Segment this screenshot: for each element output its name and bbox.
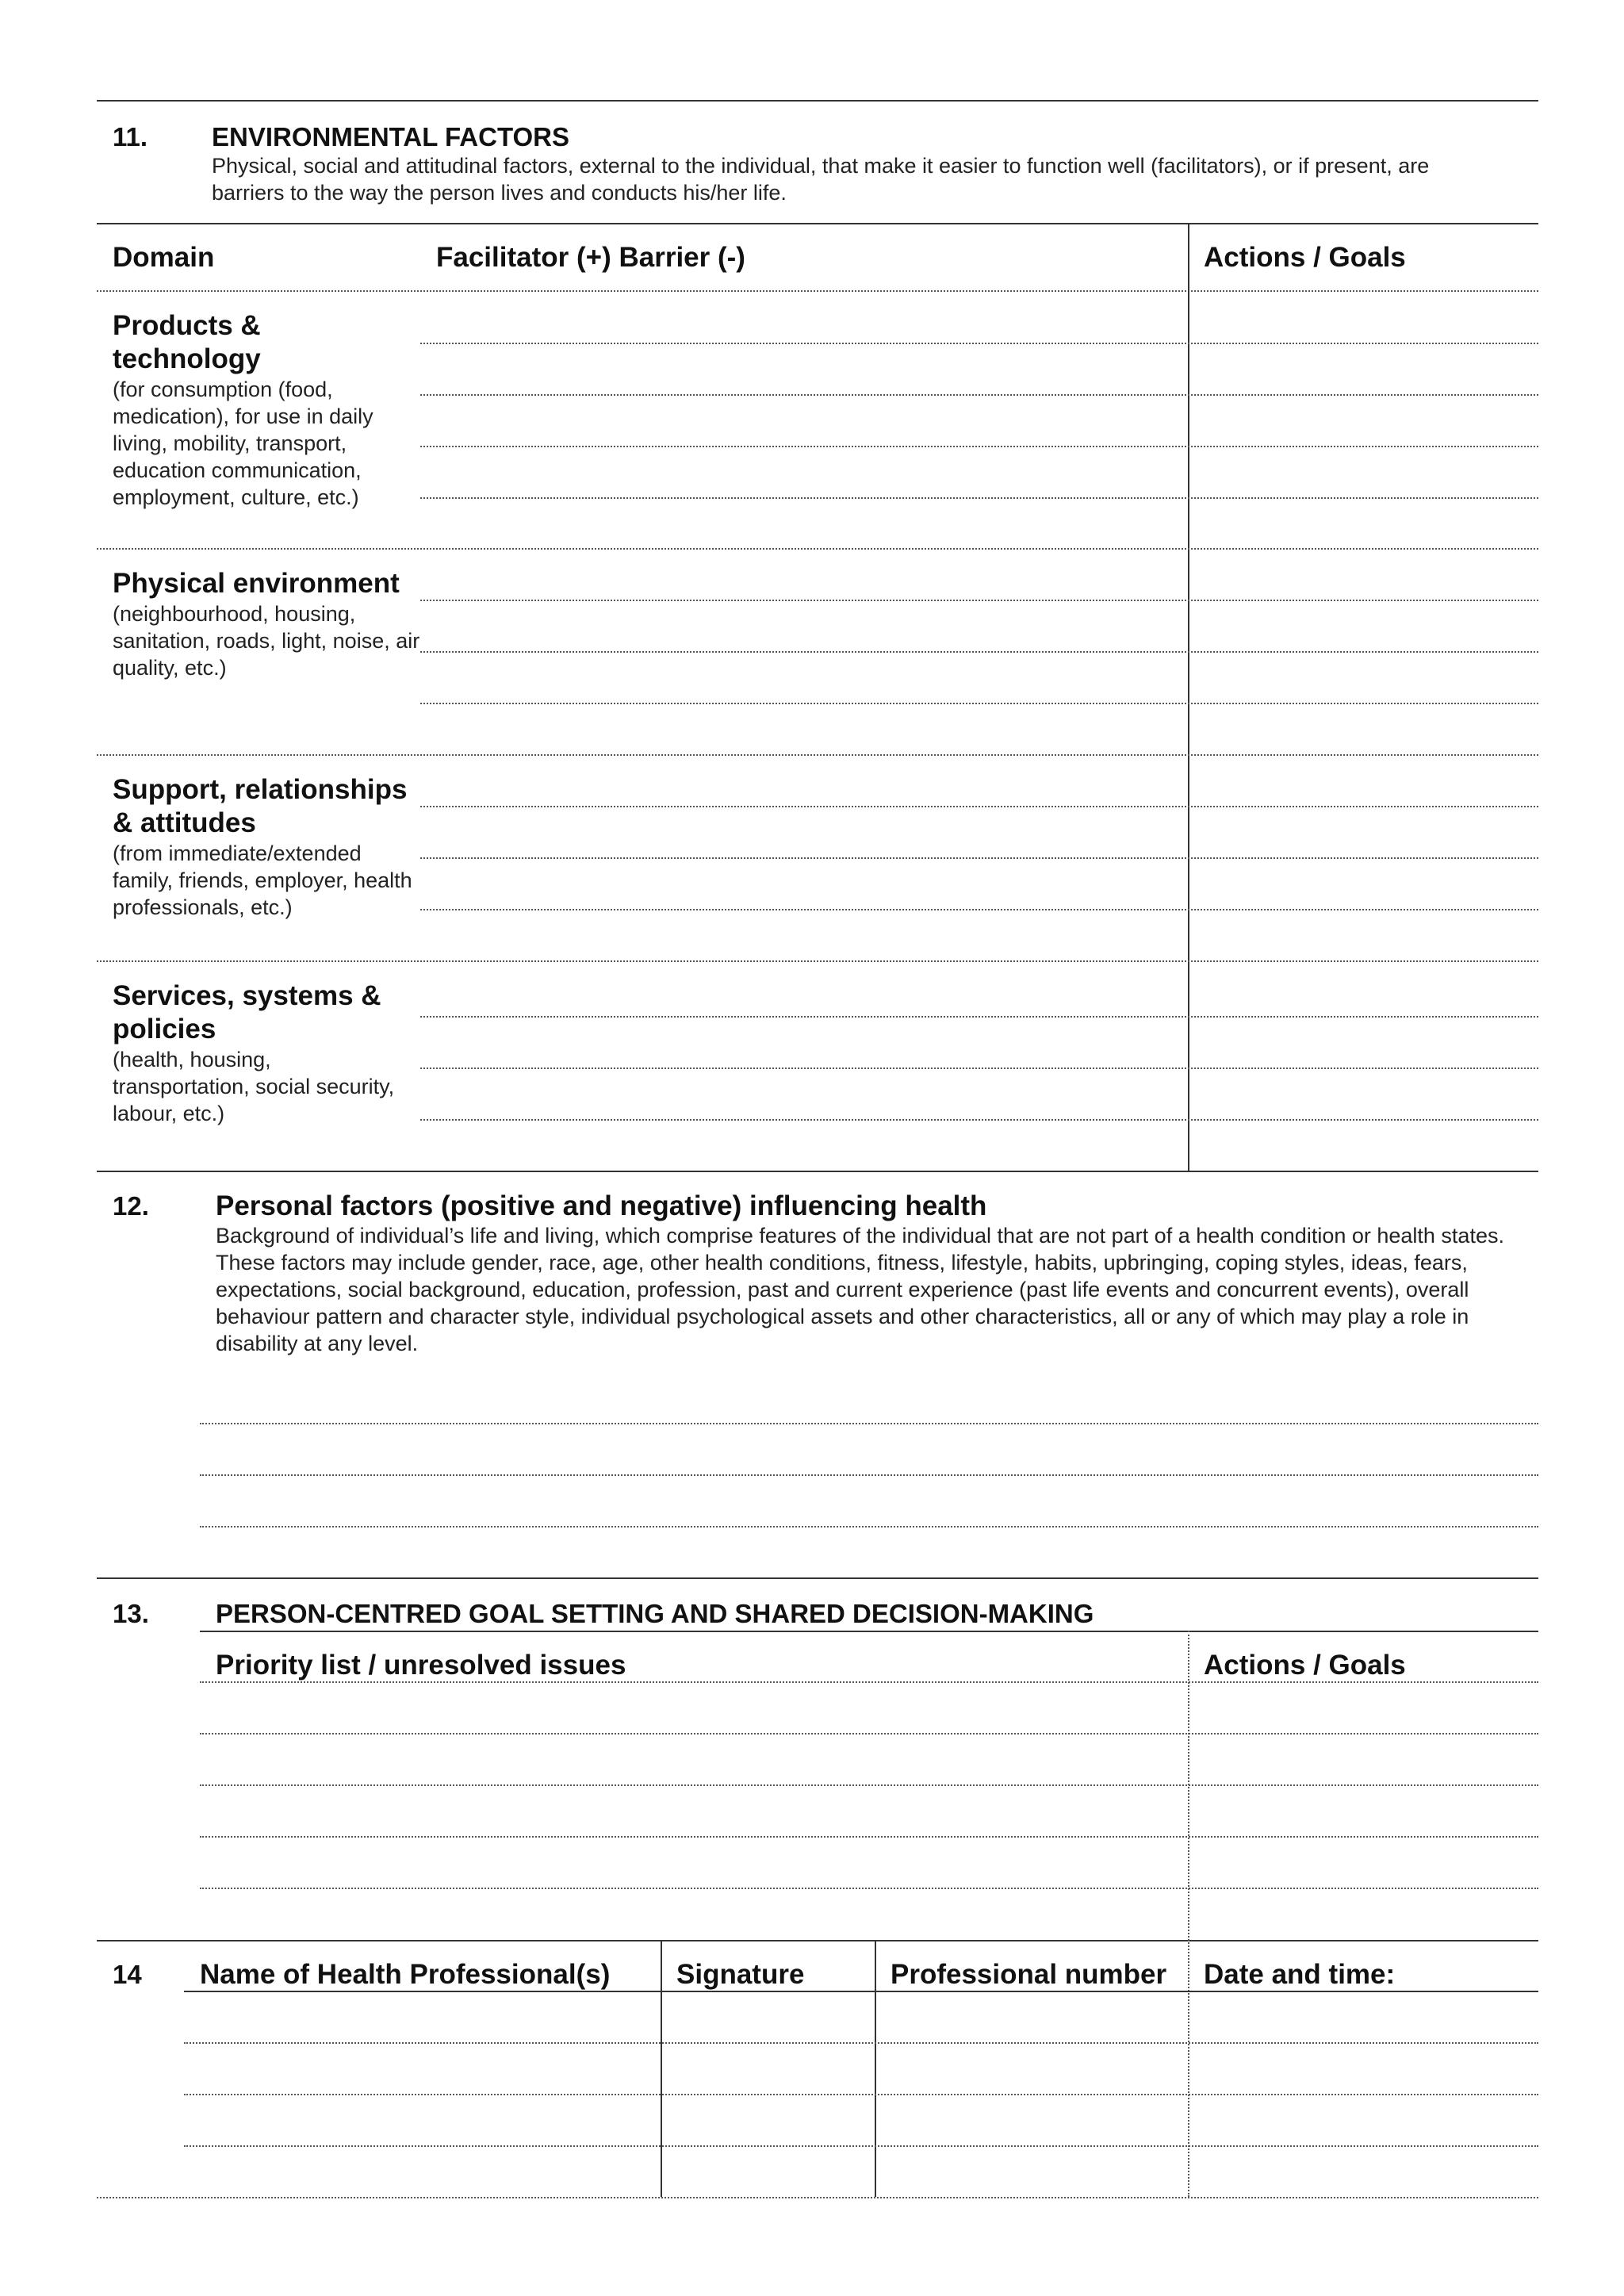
entry-line[interactable]	[184, 2094, 1538, 2095]
section-13-bottom	[97, 1940, 1538, 1941]
domain-products-technology	[113, 309, 414, 511]
section-12-description: Background of individual’s life and living, which comprise features of the individual that are not part of a health condition or health states. These factors may include gender, race, age, other health conditions, fitness, lifestyle, habits, upbringing, coping styles, ideas, fears, expectations, social background, education, profession, past and current experience (past life events and concurrent events), overall behaviour pattern and character style, individual psychological assets and other characteristics, all or any of which may play a role in disability at any level.	[216, 1224, 1504, 1355]
domain-divider	[97, 548, 1538, 550]
entry-line[interactable]	[420, 343, 1538, 344]
entry-line[interactable]	[420, 1068, 1538, 1069]
date-time-header: Date and time:	[1204, 1959, 1396, 1990]
priority-list-header: Priority list / unresolved issues	[216, 1650, 626, 1681]
section-13-title: PERSON-CENTRED GOAL SETTING AND SHARED DECISION-MAKING	[216, 1599, 1094, 1628]
entry-line[interactable]	[184, 2145, 1538, 2147]
entry-line[interactable]	[420, 1119, 1538, 1121]
domain-divider	[97, 754, 1538, 756]
entry-line[interactable]	[420, 1016, 1538, 1018]
professional-number-header: Professional number	[891, 1959, 1167, 1990]
domain-description: (for consumption (food, medication), for use in daily living, mobility, transport, education communication, employment, culture, etc.)	[113, 378, 373, 509]
header-divider	[97, 290, 1538, 292]
section-14-column-divider	[875, 1940, 876, 2197]
entry-line[interactable]	[200, 1733, 1538, 1734]
domain-description: (neighbourhood, housing, sanitation, roads, light, noise, air quality, etc.)	[113, 602, 420, 680]
entry-line[interactable]	[420, 703, 1538, 704]
entry-line[interactable]	[200, 1423, 1538, 1424]
actions-goals-header-13: Actions / Goals	[1204, 1650, 1406, 1681]
entry-line[interactable]	[420, 600, 1538, 601]
entry-line[interactable]	[420, 651, 1538, 653]
domain-title: Services, systems & policies	[113, 980, 381, 1045]
section-14-column-divider	[661, 1940, 662, 2197]
entry-line[interactable]	[420, 394, 1538, 396]
domain-title: Support, relationships & attitudes	[113, 774, 408, 838]
entry-line[interactable]	[200, 1784, 1538, 1786]
domain-header: Domain	[113, 242, 215, 273]
entry-line[interactable]	[200, 1836, 1538, 1838]
section-11-column-divider	[1188, 223, 1189, 1171]
domain-title: Products & technology	[113, 310, 261, 374]
top-rule	[97, 100, 1538, 102]
entry-line[interactable]	[200, 1474, 1538, 1476]
entry-line[interactable]	[200, 1888, 1538, 1889]
section-13-number: 13.	[113, 1599, 149, 1628]
domain-divider	[97, 960, 1538, 962]
section-14-number: 14	[113, 1960, 142, 1989]
section-13-title-rule	[200, 1631, 1538, 1632]
actions-goals-header: Actions / Goals	[1204, 242, 1406, 273]
section-11-description: Physical, social and attitudinal factors, external to the individual, that make it easier to function well (facilitators), or if present, are barriers to the way the person lives and conducts his/her life.	[212, 154, 1430, 205]
entry-line[interactable]	[420, 909, 1538, 910]
entry-line[interactable]	[184, 2042, 1538, 2044]
section-11-title: ENVIRONMENTAL FACTORS	[212, 122, 570, 151]
domain-description: (health, housing, transportation, social security, labour, etc.)	[113, 1048, 395, 1125]
section-11-table-top	[97, 223, 1538, 224]
domain-support-relationships	[113, 773, 426, 921]
entry-line[interactable]	[420, 497, 1538, 499]
entry-line[interactable]	[420, 857, 1538, 859]
entry-line[interactable]	[420, 806, 1538, 807]
entry-line[interactable]	[420, 446, 1538, 447]
section-14-header-rule	[184, 1991, 1538, 1992]
section-11-number: 11.	[113, 122, 148, 151]
header-divider-13	[200, 1681, 1538, 1683]
signature-header: Signature	[676, 1959, 805, 1990]
domain-description: (from immediate/extended family, friends, employer, health professionals, etc.)	[113, 841, 412, 919]
facilitator-barrier-header: Facilitator (+) Barrier (-)	[436, 242, 745, 273]
section-14-column-divider	[1188, 1940, 1189, 2197]
bottom-rule	[97, 2197, 1538, 2198]
section-12-bottom	[97, 1577, 1538, 1579]
entry-line[interactable]	[200, 1526, 1538, 1527]
name-health-professional-header: Name of Health Professional(s)	[200, 1959, 611, 1990]
domain-physical-environment	[113, 567, 430, 681]
section-12-title: Personal factors (positive and negative) influencing health	[216, 1190, 987, 1221]
domain-title: Physical environment	[113, 568, 400, 599]
section-11-bottom	[97, 1171, 1538, 1172]
section-12-number: 12.	[113, 1191, 149, 1221]
domain-services-systems	[113, 979, 406, 1127]
